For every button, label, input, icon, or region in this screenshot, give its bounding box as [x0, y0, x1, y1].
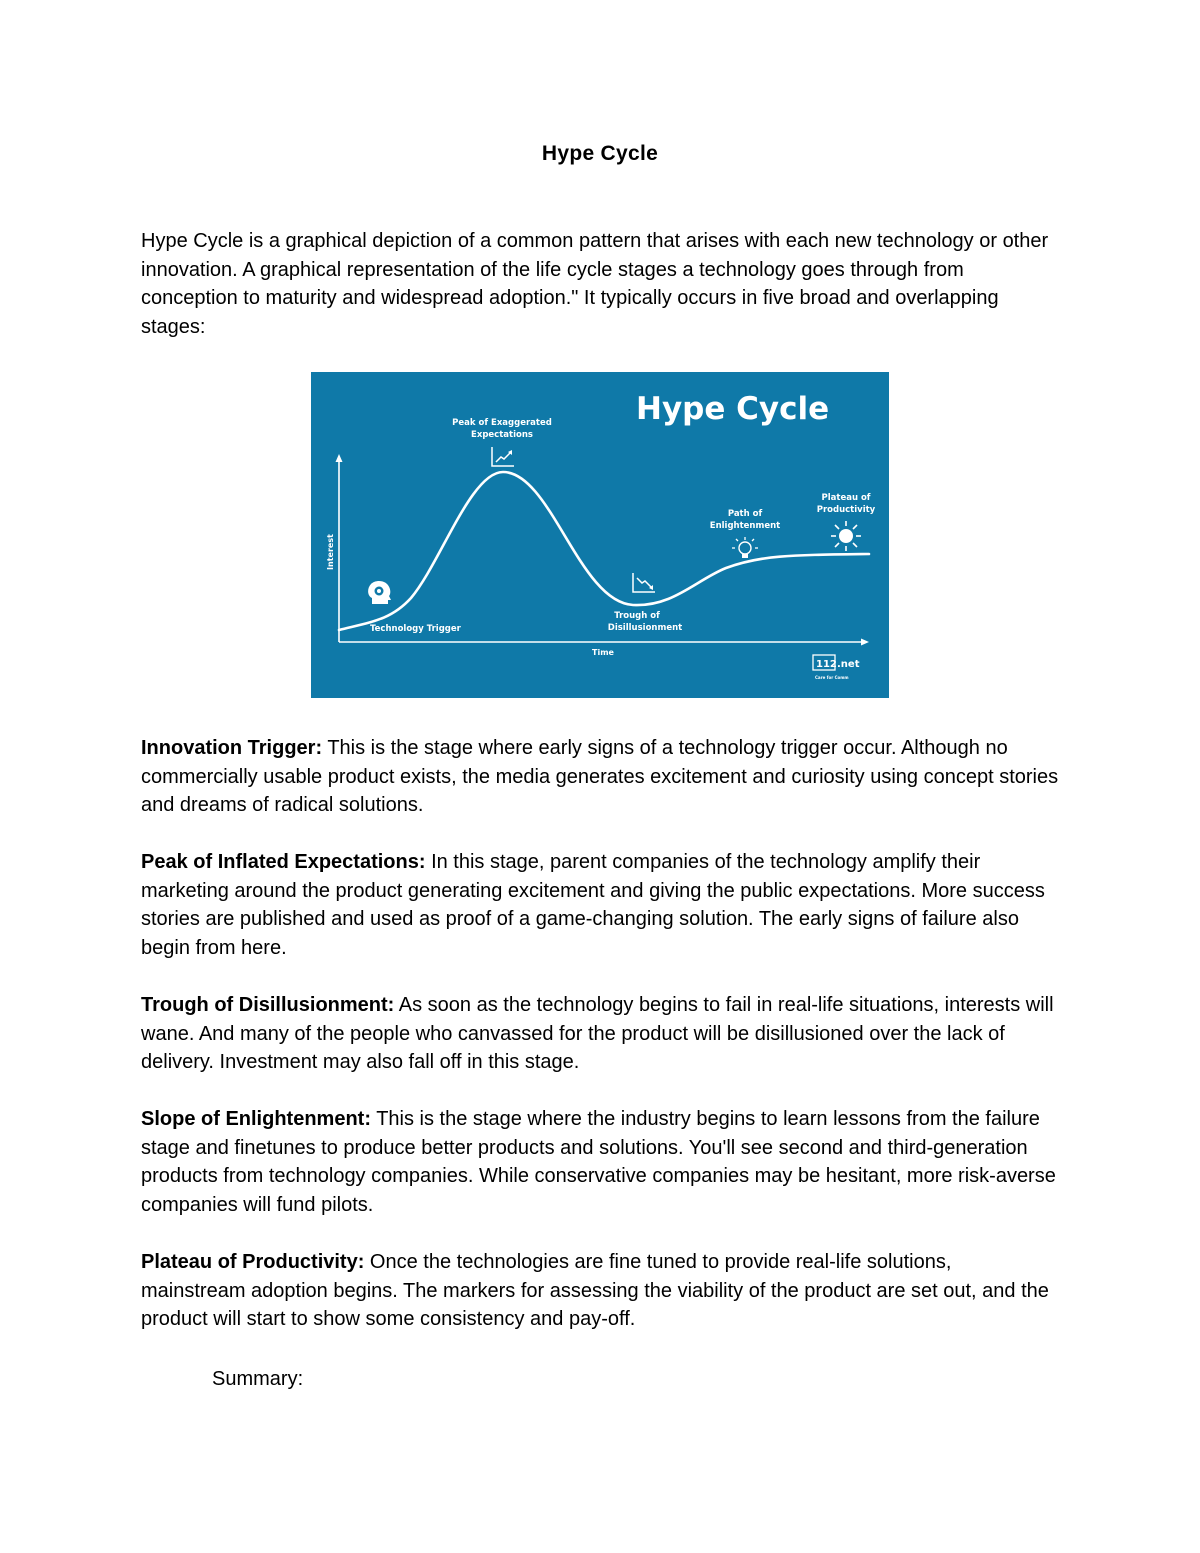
section-text: Once the technologies are fine tuned to provide real-life solutions, mainstream adoption begins. The markers for assessing the viability of the product are set out, and the product will start to show some consistency and pay-off.	[141, 1251, 1049, 1331]
section-term: Peak of Inflated Expectations:	[141, 851, 426, 873]
head-gear-icon	[368, 581, 391, 604]
y-axis-arrow	[336, 454, 343, 462]
label-peak-line2: Expectations	[471, 430, 533, 440]
label-plateau-line1: Plateau of	[821, 493, 871, 503]
label-plateau-line2: Productivity	[816, 505, 876, 515]
section-term: Innovation Trigger:	[141, 737, 323, 759]
label-path-line2: Enlightenment	[709, 521, 781, 531]
x-axis-label: Time	[592, 648, 614, 657]
section-text: This is the stage where early signs of a technology trigger occur. Although no commercially usable product exists, the media generates excitement and curiosity using concept stories and dreams of radical solutions.	[141, 737, 1059, 817]
label-trough-line2: Disillusionment	[607, 623, 683, 633]
label-path-line1: Path of	[727, 509, 763, 519]
document-title: Hype Cycle	[541, 142, 659, 165]
figure-heading: Hype Cycle	[636, 391, 830, 427]
label-technology-trigger: Technology Trigger	[370, 624, 461, 634]
rising-chart-icon	[492, 447, 514, 466]
sun-icon	[831, 521, 861, 551]
section-peak-of-inflated-expectations	[141, 848, 1061, 962]
svg-text:Care for Comm: Care for Comm	[815, 675, 849, 680]
section-term: Trough of Disillusionment:	[141, 994, 395, 1016]
section-term: Slope of Enlightenment:	[141, 1108, 371, 1130]
section-slope-of-enlightenment	[141, 1105, 1061, 1219]
hype-cycle-diagram	[311, 372, 889, 698]
section-text: As soon as the technology begins to fail in real-life situations, interests will wane. And many of the people who canvassed for the product will be disillusioned over the lack of delivery. Investment may also fall off in this stage.	[141, 994, 1054, 1074]
logo	[813, 655, 860, 680]
summary-label: Summary:	[212, 1368, 304, 1390]
section-text: This is the stage where the industry begins to learn lessons from the failure stage and finetunes to produce better products and solutions. You'll see second and third-generation products from technology companies. While conservative companies may be hesitant, more risk-averse companies will fund pilots.	[141, 1108, 1056, 1216]
falling-chart-icon	[633, 573, 655, 592]
y-axis-label: Interest	[326, 534, 335, 570]
section-trough-of-disillusionment	[141, 991, 1061, 1077]
hype-cycle-figure	[311, 372, 889, 698]
lightbulb-icon	[732, 537, 758, 558]
x-axis-arrow	[861, 639, 869, 646]
svg-text:112: 112	[816, 659, 837, 670]
hype-curve	[339, 472, 869, 630]
intro-paragraph: Hype Cycle is a graphical depiction of a common pattern that arises with each new technology or other innovation. A graphical representation of the life cycle stages a technology goes through from conception to maturity and widespread adoption." It typically occurs in five broad and overlapping stages:	[141, 230, 1049, 338]
section-term: Plateau of Productivity:	[141, 1251, 365, 1273]
svg-text:.net: .net	[837, 659, 860, 670]
label-peak-line1: Peak of Exaggerated	[452, 418, 552, 428]
section-plateau-of-productivity	[141, 1248, 1061, 1334]
section-text: In this stage, parent companies of the technology amplify their marketing around the product generating excitement and giving the public expectations. More success stories are published and used as proof of a game-changing solution. The early signs of failure also begin from here.	[141, 851, 1045, 959]
section-innovation-trigger	[141, 734, 1061, 820]
label-trough-line1: Trough of	[614, 611, 660, 621]
